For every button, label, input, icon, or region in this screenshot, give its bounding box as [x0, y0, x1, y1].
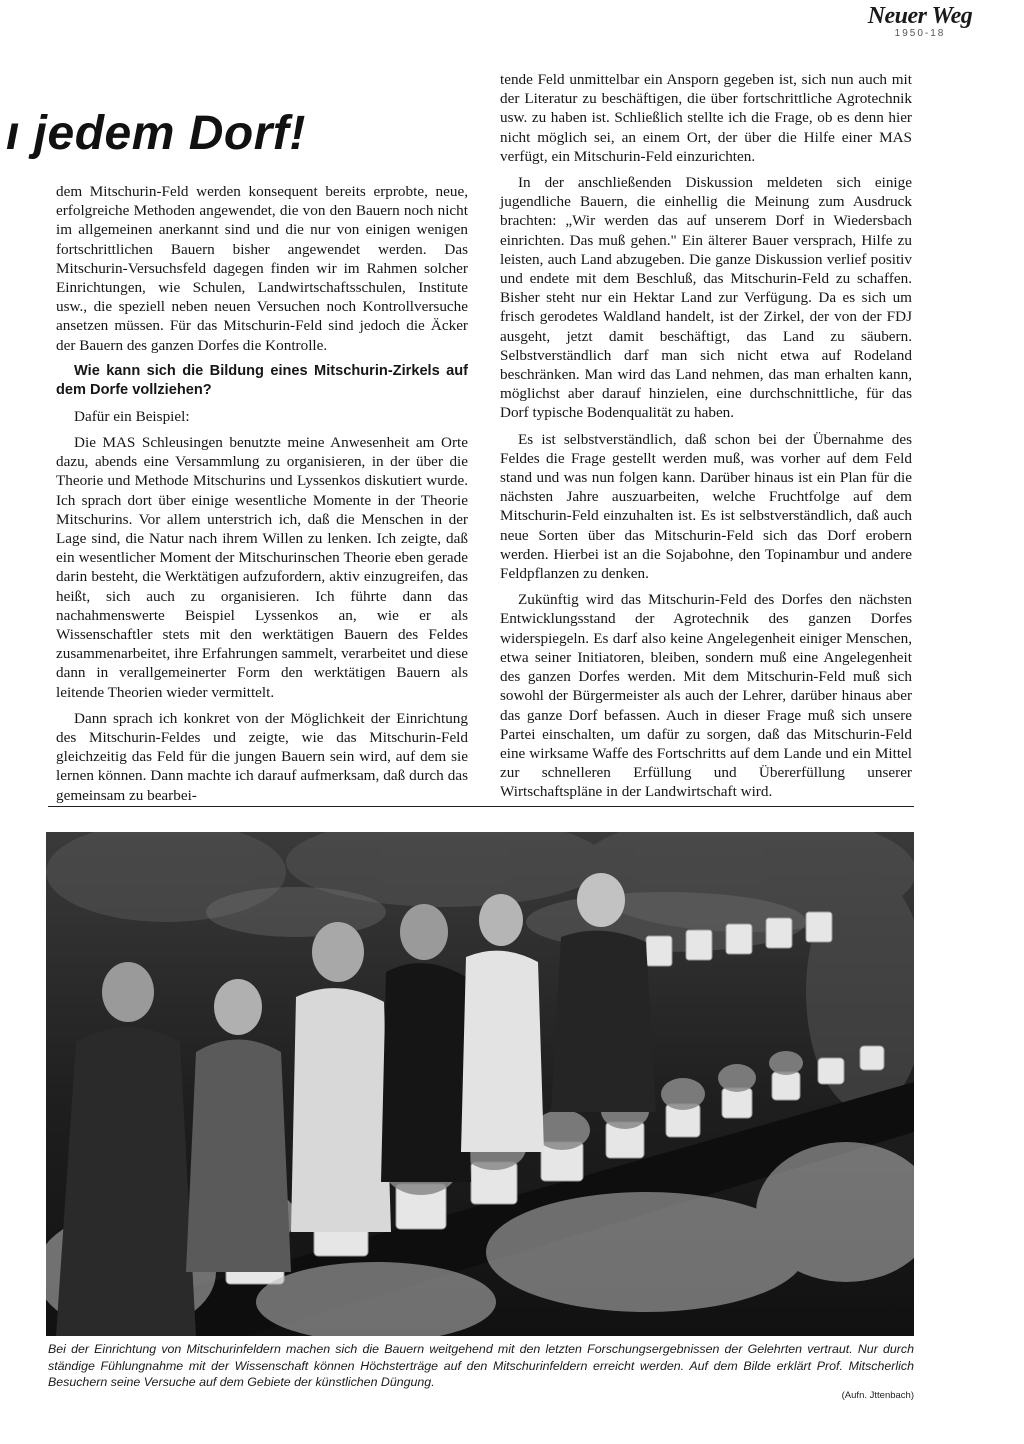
left-paragraph-1: dem Mitschurin-Feld werden konsequent bereits erprobte, neue, erfolgreiche Methoden angewendet, die von den Bauern noch nicht im allgemeinen anerkannt sind und die nur von einigen wenigen fortschrittlichen Bauern bisher angewendet werden. Das Mitschurin-Versuchsfeld dagegen finden wir im Rahmen solcher Einrichtungen, wie Schulen, Landwirtschaftsschulen, Institute usw., die speziell neben neuen Versuchen noch Kontrollversuche ansetzen müssen. Für das Mitschurin-Feld sind jedoch die Äcker der Bauern des ganzen Dorfes die Kontrolle.: [56, 183, 468, 354]
photo-credit: (Aufn. Jttenbach): [841, 1390, 914, 1401]
left-paragraph-2: Dafür ein Beispiel:: [74, 407, 190, 425]
photo-greenhouse-visitors: [46, 832, 914, 1336]
masthead-title: Neuer Weg: [867, 3, 973, 29]
right-paragraph-3: Es ist selbstverständlich, daß schon bei der Übernahme des Feldes die Frage gestellt werden muß, was vorher auf dem Feld stand und was nun folgen kann. Darüber hinaus ist ein Plan für die nächsten Jahre auszuarbeiten, welche Fruchtfolge auf dem Mitschurin-Feld einzuhalten ist. Es ist selbstverständlich, daß auch neue Sorten über das Mitschurin-Feld sich das Dorf erobern werden. Hierbei ist an die Sojabohne, den Topinambur und andere Feldpflanzen zu denken.: [500, 430, 912, 583]
right-paragraph-1: tende Feld unmittelbar ein Ansporn gegeben ist, sich nun auch mit der Literatur zu beschäftigen, die über fortschrittliche Agrotechnik usw. zu haben ist. Schließlich stellte ich die Frage, ob es denn hier nicht möglich sei, an einem Ort, der über die Hilfe einer MAS verfügt, ein Mitschurin-Feld einzurichten.: [500, 71, 912, 165]
left-paragraph-4: Dann sprach ich konkret von der Möglichkeit der Einrichtung des Mitschurin-Feldes und zeigte, wie das Mitschurin-Feld gleichzeitig das Feld für die jungen Bauern sein wird, auf dem sie lernen können. Dann machte ich darauf aufmerksam, daß durch das gemeinsam zu bearbei-: [56, 709, 468, 804]
article-headline: ı jedem Dorf!: [6, 107, 306, 160]
left-paragraph-3: Die MAS Schleusingen benutzte meine Anwesenheit am Orte dazu, abends eine Versammlung zu organisieren, in der über die Theorie und Methode Mitschurins und Lyssenkos diskutiert wurde. Ich sprach dort über einige wesentliche Momente in der Theorie Mitschurins. Vor allem unterstrich ich, daß die Menschen in der Lage sind, die Natur nach ihrem Willen zu lenken. Ich zeigte, daß ein wesentlicher Moment der Mitschurinschen Theorie eben gerade darin besteht, die Werktätigen aufzufordern, aktiv einzugreifen, das heißt, sich auch zu organisieren. Ich führte dann das nachahmenswerte Beispiel Lyssenkos an, wie er als Wissenschaftler stets mit den werktätigen Bauern des Feldes zusammenarbeitet, ihre Erfahrungen sammelt, verarbeitet und diese dann in verallgemeinerter Form den werktätigen Bauern als leitende Theorien wieder vermittelt.: [56, 434, 468, 701]
masthead: [860, 2, 980, 39]
masthead-issue: 1950-18: [894, 28, 946, 39]
photo-caption: Bei der Einrichtung von Mitschurinfeldern machen sich die Bauern weitgehend mit den letzten Forschungsergebnissen der Gelehrten vertraut. Nur durch ständige Fühlungnahme mit der Wissenschaft können Höchsterträge auf den Mitschurinfeldern erreicht werden. Auf dem Bilde erklärt Prof. Mitscherlich Besuchern seine Versuche auf dem Gebiete der künstlichen Düngung.: [48, 1342, 914, 1390]
left-column: [56, 182, 468, 812]
right-paragraph-4: Zukünftig wird das Mitschurin-Feld des Dorfes den nächsten Entwicklungsstand der Agrotechnik des ganzen Dorfes widerspiegeln. Es darf also keine Angelegenheit einiger Menschen, etwa seiner Initiatoren, bleiben, sondern muß eine Angelegenheit des ganzen Dorfes werden. Mit dem Mitschurin-Feld muß sich sowohl der Bürgermeister als auch der Lehrer, darüber hinaus aber das ganze Dorf befassen. Auch in dieser Frage muß sich unsere Partei einschalten, um dafür zu sorgen, daß das Mitschurin-Feld eine wirksame Waffe des Fortschritts auf dem Lande und ein Mittel zur schnelleren Erfüllung und Übererfüllung unserer Wirtschaftspläne in der Landwirtschaft wird.: [500, 591, 912, 801]
right-paragraph-2: In der anschließenden Diskussion meldeten sich einige jugendliche Bauern, die einhellig die Meinung zum Ausdruck brachten: „Wir werden das auf unserem Dorf in Wiedersbach einrichten. Das muß gehen." Ein älterer Bauer versprach, Hilfe zu leisten, auch Land abzugeben. Die ganze Diskussion verlief positiv und endete mit dem Beschluß, das Mitschurin-Feld zu schaffen. Bisher steht nur ein Hektar Land zur Verfügung. Da es sich um frisch gerodetes Waldland handelt, ist der Zirkel, der von der FDJ ausgeht, jetzt damit beschäftigt, das Land zu säubern. Selbstverständlich darf man sich nicht etwa auf Rodeland beschränken. Man wird das Land nehmen, das man erhalten kann, möglichst aber darauf hinzielen, eine durchschnittliche, für das Dorf typische Bodenqualität zu haben.: [500, 174, 912, 422]
section-divider: [48, 806, 914, 807]
photo-illustration: [46, 832, 914, 1336]
right-column: [500, 70, 912, 809]
section-subheading: Wie kann sich die Bildung eines Mitschurin-Zirkels auf dem Dorfe vollziehen?: [56, 362, 468, 398]
